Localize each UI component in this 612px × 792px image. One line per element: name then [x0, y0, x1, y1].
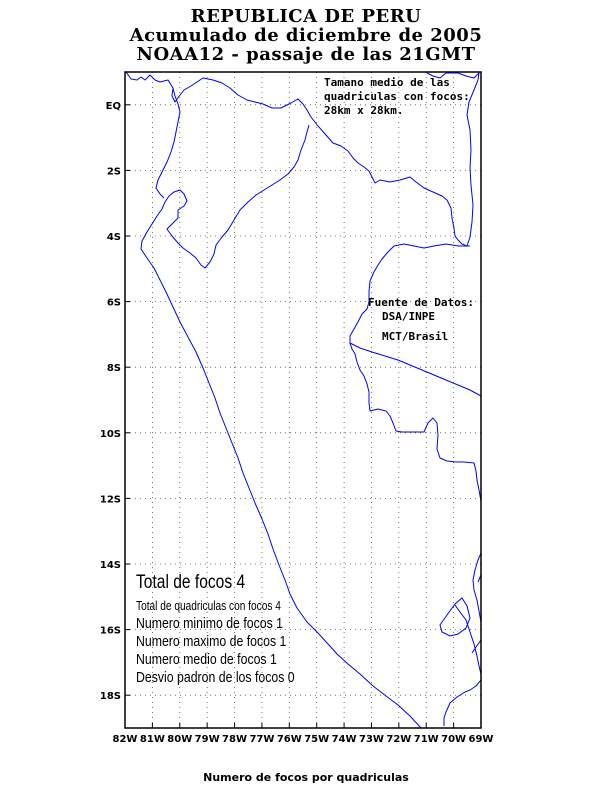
x-tick-label: 72W [386, 734, 412, 745]
y-tick-label: 4S [106, 232, 121, 243]
stats-stdev: Desvio padron de los focos 0 [136, 669, 295, 686]
x-tick-label: 69W [468, 734, 494, 745]
bolivia-chile-border [455, 575, 481, 674]
x-tick-label: 82W [112, 734, 138, 745]
x-tick-label: 76W [276, 734, 302, 745]
y-tick-label: 14S [99, 560, 121, 571]
y-tick-label: 18S [99, 691, 121, 703]
y-tick-label: EQ [105, 100, 121, 112]
x-tick-label: 77W [249, 734, 275, 745]
y-tick-label: 10S [99, 428, 121, 440]
y-tick-label: 12S [99, 494, 121, 506]
stats-max: Numero maximo de focos 1 [136, 633, 287, 650]
x-tick-label: 74W [331, 734, 357, 745]
x-tick-label: 71W [413, 734, 439, 745]
title-line-1: REPUBLICA DE PERU [190, 6, 422, 27]
x-tick-label: 73W [358, 734, 384, 745]
x-tick-label: 70W [441, 734, 467, 745]
x-tick-label: 79W [194, 734, 220, 745]
stats-total: Total de focos 4 [136, 572, 246, 593]
title-line-3: NOAA12 - passaje de las 21GMT [136, 44, 476, 65]
x-tick-label: 78W [222, 734, 248, 745]
y-tick-label: 8S [106, 363, 121, 375]
x-tick-label: 81W [139, 734, 165, 745]
grid-size-line-2: quadriculas con focos: [324, 90, 470, 103]
x-tick-label: 80W [167, 734, 193, 745]
grid-size-line-1: Tamano medio de las [324, 76, 450, 89]
stats-mean: Numero medio de focos 1 [136, 651, 277, 668]
title-line-2: Acumulado de diciembre de 2005 [129, 25, 483, 46]
y-tick-label: 2S [106, 166, 121, 178]
ecuador-border [156, 88, 180, 198]
brazil-border-west [350, 343, 481, 396]
stats-min: Numero minimo de focos 1 [136, 615, 283, 632]
grid-size-line-3: 28km x 28km. [324, 104, 404, 117]
y-tick-label: 16S [99, 625, 121, 637]
titicaca-shore [440, 598, 470, 636]
y-tick-label: 6S [106, 297, 121, 309]
source-note-title: Fuente de Datos: [368, 296, 474, 309]
x-tick-label: 75W [304, 734, 330, 745]
source-note-dsa: DSA/INPE [382, 310, 435, 323]
grid-size-note [324, 76, 470, 118]
footer-caption: Numero de focos por quadriculas [203, 771, 409, 784]
source-note-mct: MCT/Brasil [382, 330, 449, 343]
stats-cells: Total de quadriculas con focos 4 [136, 598, 281, 613]
